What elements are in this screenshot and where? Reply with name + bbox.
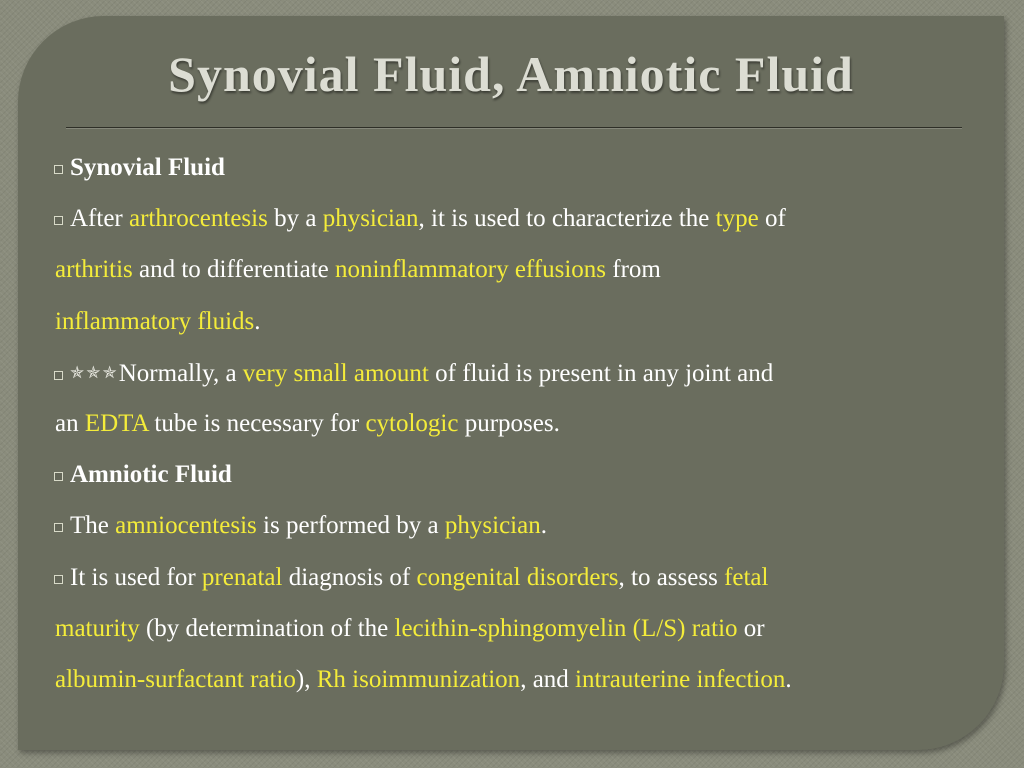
body-text: of [758, 205, 786, 233]
text-line-synovial-heading [54, 153, 984, 183]
text-line-amniotic-heading [54, 460, 984, 490]
hollow-square-bullet-icon [54, 472, 63, 481]
text-line-amniotic-point-1 [54, 511, 984, 541]
body-text: After [70, 205, 129, 233]
highlighted-term: congenital disorders [416, 563, 619, 591]
highlighted-term: noninflammatory effusions [335, 256, 607, 284]
body-text: purposes. [458, 410, 560, 437]
body-text: . [785, 666, 792, 693]
hollow-square-bullet-icon [54, 216, 63, 225]
slide-panel [18, 16, 1004, 750]
text-line-synovial-point-1-cont-2 [55, 307, 984, 337]
text-line-synovial-point-2-cont [55, 409, 984, 439]
text-line-amniotic-point-2-cont-2 [55, 665, 984, 695]
body-text: and to differentiate [132, 256, 335, 284]
body-text: The [70, 512, 116, 540]
section-heading: Synovial Fluid [70, 154, 225, 181]
body-text: It is used for [70, 563, 202, 591]
text-line-synovial-point-1 [54, 204, 984, 234]
highlighted-term: cytologic [365, 410, 459, 437]
hollow-square-bullet-icon [54, 575, 63, 584]
highlighted-term: EDTA [84, 410, 149, 437]
body-text: from [606, 256, 661, 284]
body-text: , and [520, 666, 576, 693]
text-line-synovial-point-1-cont-1 [55, 255, 984, 285]
slide-title: Synovial Fluid, Amniotic Fluid [168, 46, 854, 102]
body-text: or [737, 614, 765, 642]
star-icon: ✯ [102, 362, 117, 383]
body-text: . [254, 307, 261, 335]
highlighted-term: arthritis [55, 256, 133, 284]
highlighted-term: intrauterine infection [575, 666, 786, 693]
highlighted-term: physician [322, 205, 419, 233]
text-line-amniotic-point-2-cont-1 [55, 614, 984, 644]
body-text: , it is used to characterize the [418, 205, 716, 233]
body-text: ), [295, 666, 317, 693]
body-text: (by determination of the [139, 614, 395, 642]
highlighted-term: maturity [55, 614, 140, 642]
highlighted-term: physician [444, 512, 541, 540]
title-divider [66, 127, 962, 129]
highlighted-term: amniocentesis [115, 512, 257, 540]
body-text: by a [267, 205, 323, 233]
highlighted-term: lecithin-sphingomyelin (L/S) ratio [394, 614, 738, 642]
highlighted-term: albumin-surfactant ratio [55, 666, 296, 693]
body-text: . [540, 512, 547, 540]
highlighted-term: Rh isoimmunization [316, 666, 521, 693]
highlighted-term: arthrocentesis [129, 205, 268, 233]
text-line-amniotic-point-2 [54, 563, 984, 593]
body-text: is performed by a [256, 512, 445, 540]
text-line-synovial-point-2 [54, 358, 984, 389]
star-icon: ✯ [86, 362, 101, 383]
body-text: of fluid is present in any joint and [428, 359, 774, 387]
section-heading: Amniotic Fluid [70, 461, 232, 489]
body-text: an [55, 410, 85, 437]
highlighted-term: type [715, 205, 759, 233]
hollow-square-bullet-icon [54, 165, 63, 174]
highlighted-term: prenatal [201, 563, 283, 591]
hollow-square-bullet-icon [54, 371, 63, 380]
body-text: diagnosis of [282, 563, 417, 591]
star-icon: ✯ [70, 362, 85, 383]
body-text: tube is necessary for [148, 410, 366, 437]
highlighted-term: inflammatory fluids [55, 307, 255, 335]
body-text: , to assess [618, 563, 725, 591]
hollow-square-bullet-icon [54, 523, 63, 532]
highlighted-term: very small amount [242, 359, 429, 387]
body-text: Normally, a [118, 359, 243, 387]
highlighted-term: fetal [724, 563, 769, 591]
